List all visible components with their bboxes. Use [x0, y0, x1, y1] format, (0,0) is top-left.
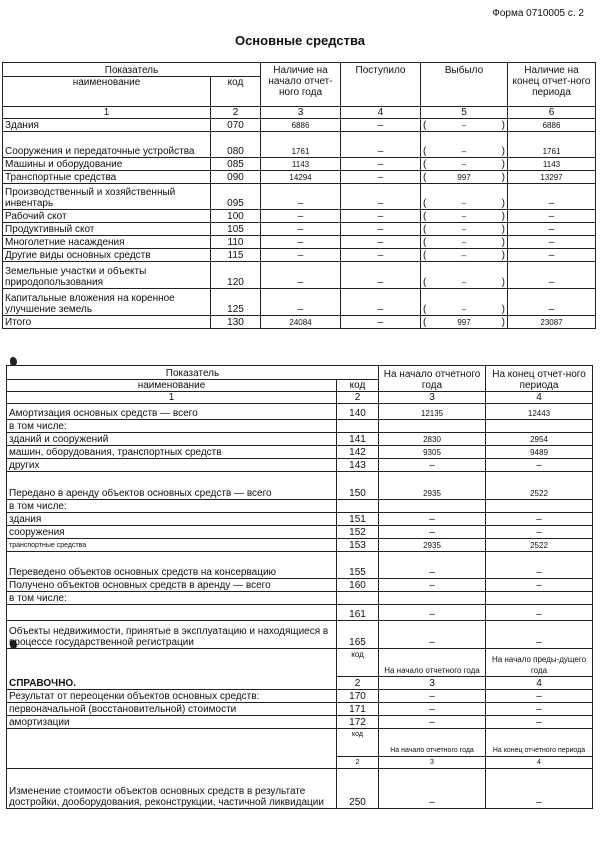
row-c6: –: [508, 289, 596, 316]
row-name: Передано в аренду объектов основных средств — всего: [7, 472, 337, 500]
row-c5-value: –: [461, 147, 467, 156]
row-kod: 085: [211, 158, 261, 171]
row-c6: 13297: [508, 171, 596, 184]
table-row: [7, 552, 593, 579]
row-c4: 12443: [486, 404, 593, 420]
row-name: Изменение стоимости объектов основных средств в результате достройки, дооборудования, реконструкции, частичной ликвидации: [7, 769, 337, 809]
row-c3: 14294: [261, 171, 341, 184]
row-c5-value: –: [461, 305, 467, 314]
table-row: [7, 539, 593, 552]
header-c4: Поступило: [341, 63, 421, 107]
row-kod: 090: [211, 171, 261, 184]
row-c6: 1143: [508, 158, 596, 171]
row-c3: 2935: [379, 472, 486, 500]
row-c3: –: [379, 459, 486, 472]
row-name: здания: [7, 513, 337, 526]
row-c4: –: [486, 552, 593, 579]
table-row: [7, 446, 593, 459]
row-c5: ( – ): [421, 262, 508, 289]
row-kod: 100: [211, 210, 261, 223]
table-row: [7, 690, 593, 703]
row-name: Амортизация основных средств — всего: [7, 404, 337, 420]
row-kod: 153: [337, 539, 379, 552]
row-c3: 12135: [379, 404, 486, 420]
row-kod: 130: [211, 316, 261, 329]
table-row: [7, 579, 593, 592]
row-c3: –: [261, 210, 341, 223]
page-title: Основные средства: [234, 33, 366, 48]
colnum-1: 1: [3, 107, 211, 119]
row-c3: –: [261, 184, 341, 210]
row-c3: 2830: [379, 433, 486, 446]
row-name: других: [7, 459, 337, 472]
row-name: Производственный и хозяйственный инвентарь: [3, 184, 211, 210]
row-c6: 1761: [508, 132, 596, 158]
row-name: Переведено объектов основных средств на консервацию: [7, 552, 337, 579]
row-c5: ( – ): [421, 158, 508, 171]
row-kod: 120: [211, 262, 261, 289]
row-c5: ( – ): [421, 184, 508, 210]
row-c4: –: [341, 171, 421, 184]
colnum-4: 4: [341, 107, 421, 119]
row-c4: –: [341, 262, 421, 289]
colnum-2: 2: [337, 677, 379, 690]
header-c4: На начало преды-дущего года: [486, 649, 593, 677]
row-name: Транспортные средства: [3, 171, 211, 184]
row-c5-value: 997: [457, 173, 471, 182]
colnum-3: 3: [379, 392, 486, 404]
table-row: [7, 513, 593, 526]
colnum-5: 5: [421, 107, 508, 119]
row-name: Капитальные вложения на коренное улучшение земель: [3, 289, 211, 316]
row-kod: 160: [337, 579, 379, 592]
row-c3: –: [379, 579, 486, 592]
row-kod: 151: [337, 513, 379, 526]
row-c3: –: [379, 605, 486, 621]
row-kod: 140: [337, 404, 379, 420]
row-name: Итого: [3, 316, 211, 329]
row-kod: 165: [337, 621, 379, 649]
row-name: первоначальной (восстановительной) стоимости: [7, 703, 337, 716]
row-c3: –: [379, 621, 486, 649]
row-kod: 080: [211, 132, 261, 158]
row-c5: ( – ): [421, 249, 508, 262]
row-kod: 070: [211, 119, 261, 132]
row-c4: –: [341, 184, 421, 210]
row-c4: –: [341, 119, 421, 132]
row-kod: 105: [211, 223, 261, 236]
colnum-6: 6: [508, 107, 596, 119]
row-c3: 2935: [379, 539, 486, 552]
row-c5-value: –: [461, 251, 467, 260]
table-row: [3, 158, 596, 171]
row-c5-value: –: [461, 160, 467, 169]
row-name: Получено объектов основных средств в аренду — всего: [7, 579, 337, 592]
row-c5-value: –: [461, 278, 467, 287]
table-row: [7, 433, 593, 446]
row-c3: –: [261, 249, 341, 262]
table-row: [7, 459, 593, 472]
row-c4: –: [486, 579, 593, 592]
colnum-3: 3: [261, 107, 341, 119]
row-c6: –: [508, 210, 596, 223]
row-name: Объекты недвижимости, принятые в эксплуатацию и находящиеся в процессе государственной регистрации: [7, 621, 337, 649]
header-kod: код: [337, 649, 379, 677]
table-row: [7, 621, 593, 649]
row-c4: –: [486, 769, 593, 809]
table-row: [3, 249, 596, 262]
row-name: Земельные участки и объекты природопользования: [3, 262, 211, 289]
row-c3: –: [379, 552, 486, 579]
row-c3: –: [379, 769, 486, 809]
row-c6: –: [508, 262, 596, 289]
form-number: Форма 0710005 с. 2: [492, 8, 584, 19]
row-kod: 142: [337, 446, 379, 459]
colnum-4: 4: [486, 392, 593, 404]
colnum-4: 4: [486, 677, 593, 690]
row-kod: 125: [211, 289, 261, 316]
row-c4: 2954: [486, 433, 593, 446]
row-c3: 1761: [261, 132, 341, 158]
row-name: Машины и оборудование: [3, 158, 211, 171]
depreciation-table: [6, 365, 593, 809]
header-name: наименование: [3, 77, 211, 107]
colnum-2: 2: [337, 757, 379, 769]
section-label: СПРАВОЧНО.: [7, 677, 337, 690]
table-row-total: [3, 316, 596, 329]
colnum-4: 4: [486, 757, 593, 769]
row-c4: –: [341, 289, 421, 316]
header-c6: Наличие на конец отчет-ного периода: [508, 63, 596, 107]
colnum-3: 3: [379, 757, 486, 769]
row-c5: ( 997 ): [421, 316, 508, 329]
row-c5-value: –: [461, 238, 467, 247]
row-c3: –: [379, 513, 486, 526]
row-c5-value: –: [461, 121, 467, 130]
row-c5: ( – ): [421, 132, 508, 158]
header-c5: Выбыло: [421, 63, 508, 107]
table-row: [7, 703, 593, 716]
row-c4: –: [341, 249, 421, 262]
table-row: [3, 210, 596, 223]
row-kod: 161: [337, 605, 379, 621]
row-c5: ( – ): [421, 210, 508, 223]
row-c4: –: [486, 690, 593, 703]
row-c4: –: [486, 621, 593, 649]
row-c4: 2522: [486, 539, 593, 552]
table-row: [7, 605, 593, 621]
header-c4: На конец отчетного периода: [486, 729, 593, 757]
row-kod: 152: [337, 526, 379, 539]
table-row: [3, 119, 596, 132]
header-name: наименование: [7, 380, 337, 392]
row-c4: –: [486, 459, 593, 472]
row-name: Результат от переоценки объектов основных средств:: [7, 690, 337, 703]
row-name: сооружения: [7, 526, 337, 539]
row-c5-value: –: [461, 212, 467, 221]
row-c4: –: [486, 716, 593, 729]
row-c5: ( – ): [421, 289, 508, 316]
table-row: [3, 289, 596, 316]
table-row: [3, 132, 596, 158]
fixed-assets-table: [2, 62, 596, 329]
header-kod: код: [211, 77, 261, 107]
row-c3: 1143: [261, 158, 341, 171]
row-c3: –: [261, 223, 341, 236]
table-row: [7, 716, 593, 729]
row-c6: –: [508, 223, 596, 236]
table-row: [3, 184, 596, 210]
row-c6: 23087: [508, 316, 596, 329]
row-c3: –: [379, 716, 486, 729]
row-name: зданий и сооружений: [7, 433, 337, 446]
row-c6: –: [508, 236, 596, 249]
colnum-1: 1: [7, 392, 337, 404]
row-name: в том числе:: [7, 592, 337, 605]
row-c3: 6886: [261, 119, 341, 132]
table-row: [3, 262, 596, 289]
table-row: [3, 223, 596, 236]
header-kod: код: [337, 729, 379, 757]
table-row: [3, 236, 596, 249]
row-name: в том числе:: [7, 500, 337, 513]
row-name: Здания: [3, 119, 211, 132]
row-c3: –: [379, 526, 486, 539]
row-c5: ( 997 ): [421, 171, 508, 184]
row-name: машин, оборудования, транспортных средств: [7, 446, 337, 459]
row-kod: 250: [337, 769, 379, 809]
header-c3: На начало отчетного года: [379, 366, 486, 392]
row-name: транспортные средства: [7, 539, 337, 552]
row-kod: 172: [337, 716, 379, 729]
row-c4: –: [486, 526, 593, 539]
table-row: [7, 769, 593, 809]
colnum-2: 2: [337, 392, 379, 404]
row-kod: 115: [211, 249, 261, 262]
row-c3: 9305: [379, 446, 486, 459]
row-c5: ( – ): [421, 119, 508, 132]
table-row: [7, 526, 593, 539]
row-c3: 24084: [261, 316, 341, 329]
row-c4: 2522: [486, 472, 593, 500]
row-name: амортизации: [7, 716, 337, 729]
colnum-3: 3: [379, 677, 486, 690]
row-kod: 170: [337, 690, 379, 703]
row-c3: –: [379, 703, 486, 716]
row-c5: ( – ): [421, 236, 508, 249]
row-c3: –: [261, 262, 341, 289]
header-pokazatel: Показатель: [7, 366, 379, 380]
row-c4: –: [341, 316, 421, 329]
row-name: [7, 605, 337, 621]
row-c4: 9489: [486, 446, 593, 459]
row-name: Продуктивный скот: [3, 223, 211, 236]
row-c4: –: [341, 158, 421, 171]
row-c5-value: –: [461, 225, 467, 234]
row-name: Рабочий скот: [3, 210, 211, 223]
row-c4: –: [486, 513, 593, 526]
row-c5-value: –: [461, 199, 467, 208]
row-c6: 6886: [508, 119, 596, 132]
row-kod: 143: [337, 459, 379, 472]
header-c4: На конец отчет-ного периода: [486, 366, 593, 392]
row-c3: –: [261, 289, 341, 316]
header-c3: На начало отчетного года: [379, 729, 486, 757]
row-c4: –: [486, 703, 593, 716]
row-name: Сооружения и передаточные устройства: [3, 132, 211, 158]
row-c5-value: 997: [457, 318, 471, 327]
row-c4: –: [486, 605, 593, 621]
header-c3: Наличие на начало отчет-ного года: [261, 63, 341, 107]
table-row: [7, 404, 593, 420]
row-c5: ( – ): [421, 223, 508, 236]
row-c6: –: [508, 184, 596, 210]
table-row: [7, 472, 593, 500]
row-kod: 141: [337, 433, 379, 446]
row-c3: –: [379, 690, 486, 703]
header-kod: код: [337, 380, 379, 392]
header-pokazatel: Показатель: [3, 63, 261, 77]
header-c3: На начало отчетного года: [379, 649, 486, 677]
colnum-2: 2: [211, 107, 261, 119]
table-row: [3, 171, 596, 184]
row-kod: 095: [211, 184, 261, 210]
row-c4: –: [341, 223, 421, 236]
row-name: в том числе:: [7, 420, 337, 433]
row-c4: –: [341, 236, 421, 249]
row-kod: 155: [337, 552, 379, 579]
row-c4: –: [341, 210, 421, 223]
row-c6: –: [508, 249, 596, 262]
row-name: Другие виды основных средств: [3, 249, 211, 262]
row-kod: 110: [211, 236, 261, 249]
row-name: Многолетние насаждения: [3, 236, 211, 249]
row-c3: –: [261, 236, 341, 249]
row-c4: –: [341, 132, 421, 158]
row-kod: 150: [337, 472, 379, 500]
row-kod: 171: [337, 703, 379, 716]
